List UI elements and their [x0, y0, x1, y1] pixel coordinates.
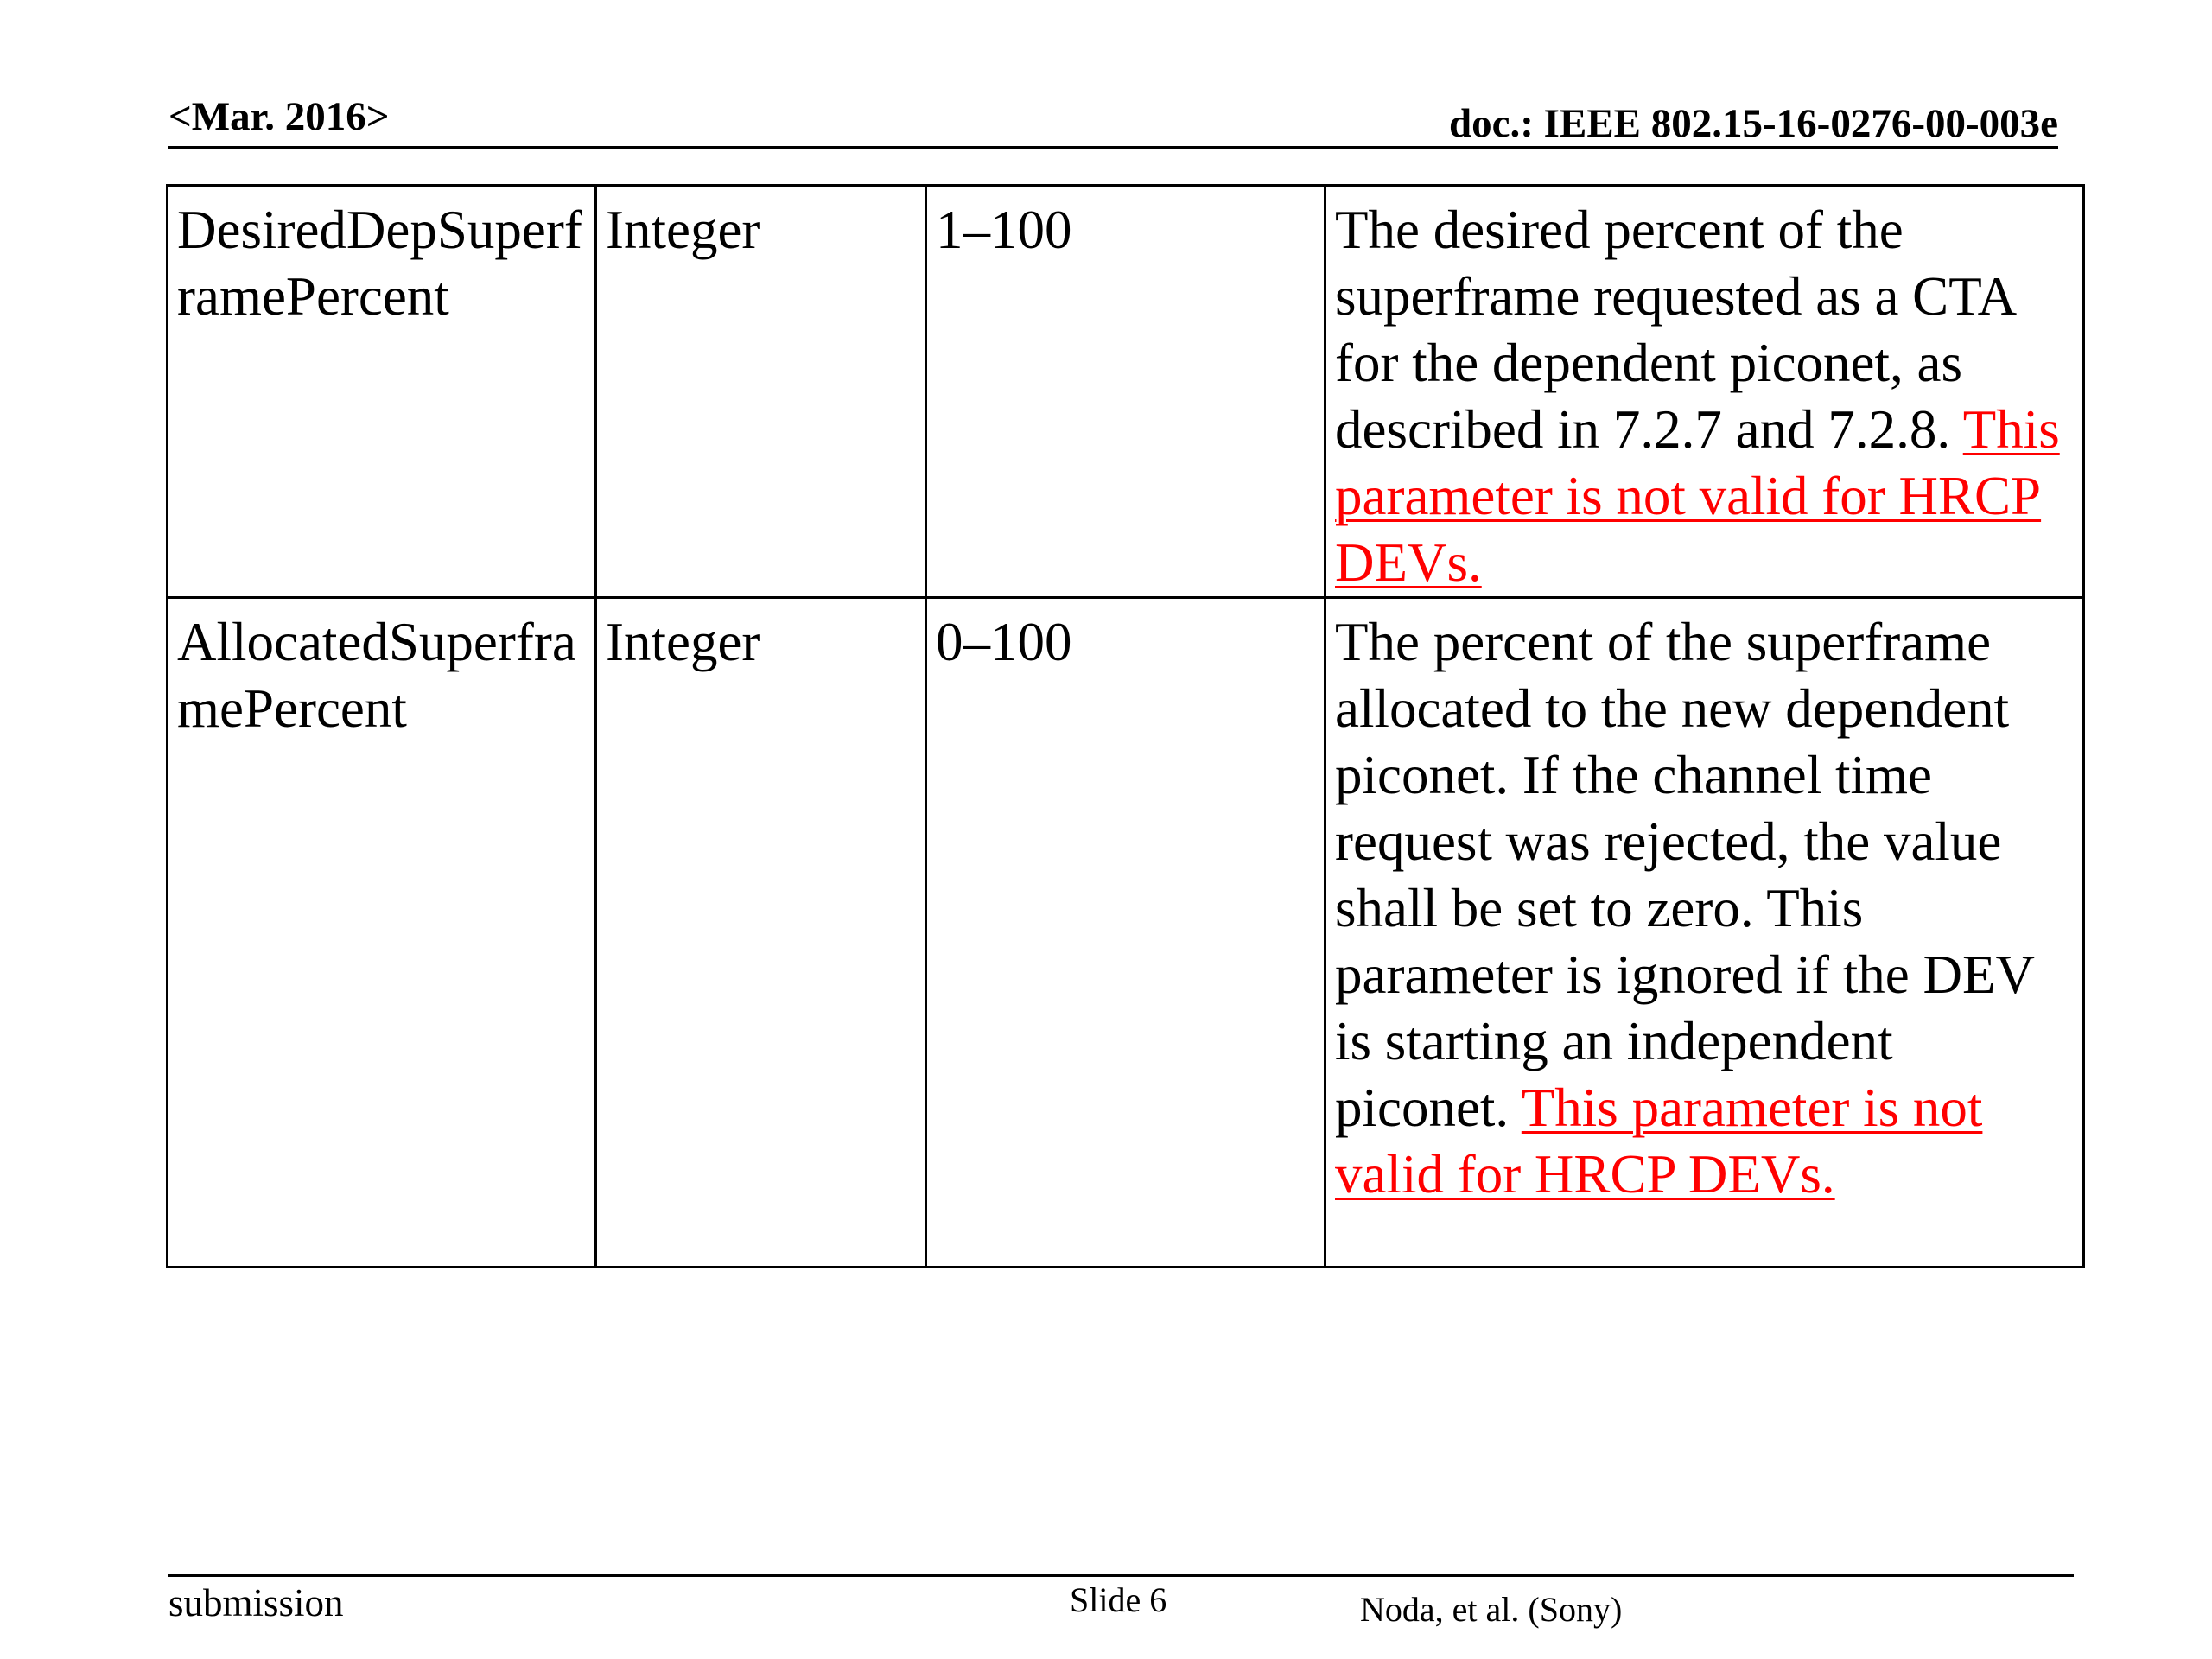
param-description-text: The desired percent of the superframe requested as a CTA for the dependent piconet, as described in 7.2.7 and 7.2.8. — [1335, 200, 2014, 460]
footer-slide-number: Slide 6 — [1070, 1580, 1167, 1619]
param-type-cell: Integer — [596, 598, 926, 1268]
param-note-text: This parameter is not valid for HRCP DEVs. — [1335, 399, 2060, 593]
param-name-cell: AllocatedSuperframePercent — [168, 598, 596, 1268]
header-date: <Mar. 2016> — [168, 94, 390, 139]
header-divider — [168, 146, 2058, 149]
param-type-cell: Integer — [596, 186, 926, 598]
param-note-text: This parameter is not valid for HRCP DEVs. — [1335, 1077, 1983, 1205]
footer-submission: submission — [168, 1581, 344, 1624]
footer-divider — [168, 1574, 2074, 1577]
param-description-cell — [1325, 186, 2084, 598]
table-row — [168, 598, 2084, 1268]
param-range-cell: 0–100 — [926, 598, 1325, 1268]
parameter-table — [166, 184, 2085, 1268]
param-description-cell — [1325, 598, 2084, 1268]
param-description-text: The percent of the superframe allocated to the new dependent piconet. If the channel time request was rejected, the value shall be set to zero. This parameter is ignored if the DEV is starting an independent piconet. — [1335, 612, 2034, 1138]
footer-author: Noda, et al. (Sony) — [1360, 1590, 1623, 1629]
param-range-cell: 1–100 — [926, 186, 1325, 598]
header-doc-id: doc.: IEEE 802.15-16-0276-00-003e — [1449, 101, 2058, 146]
param-name-cell: DesiredDepSuperframePercent — [168, 186, 596, 598]
table-row — [168, 186, 2084, 598]
